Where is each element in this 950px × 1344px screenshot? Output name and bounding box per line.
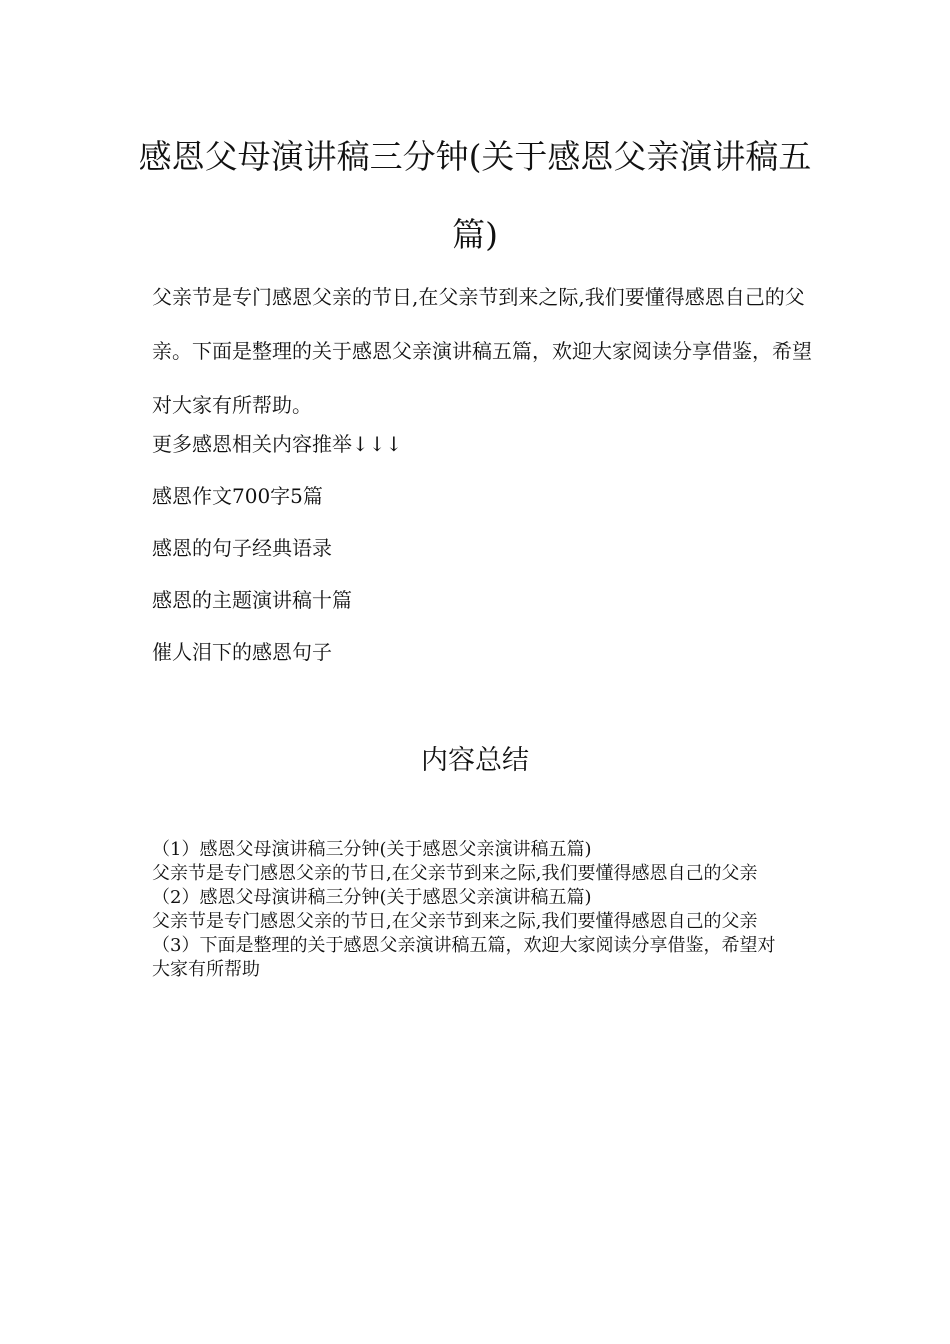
summary-item-title: （2）感恩父母演讲稿三分钟(关于感恩父亲演讲稿五篇) (152, 887, 592, 908)
related-link[interactable]: 催人泪下的感恩句子 (152, 640, 332, 664)
summary-section (152, 838, 792, 982)
summary-item-title: （1）感恩父母演讲稿三分钟(关于感恩父亲演讲稿五篇) (152, 839, 592, 860)
summary-heading: 内容总结 (421, 745, 529, 776)
related-link[interactable]: 感恩作文700字5篇 (152, 484, 323, 508)
related-link[interactable]: 感恩的句子经典语录 (152, 536, 332, 560)
summary-item-body: 父亲节是专门感恩父亲的节日,在父亲节到来之际,我们要懂得感恩自己的父亲 (152, 911, 758, 932)
intro-paragraph: 父亲节是专门感恩父亲的节日,在父亲节到来之际,我们要懂得感恩自己的父亲。下面是整理的关于感恩父亲演讲稿五篇，欢迎大家阅读分享借鉴，希望对大家有所帮助。 (152, 285, 812, 417)
related-link[interactable]: 感恩的主题演讲稿十篇 (152, 588, 352, 612)
more-content-label: 更多感恩相关内容推举↓↓↓ (152, 432, 403, 456)
summary-item-body: 父亲节是专门感恩父亲的节日,在父亲节到来之际,我们要懂得感恩自己的父亲 (152, 863, 758, 884)
document-title: 感恩父母演讲稿三分钟(关于感恩父亲演讲稿五篇) (138, 137, 812, 254)
summary-item-title: （3）下面是整理的关于感恩父亲演讲稿五篇，欢迎大家阅读分享借鉴，希望对大家有所帮助 (152, 935, 776, 980)
related-links-list (152, 426, 812, 686)
